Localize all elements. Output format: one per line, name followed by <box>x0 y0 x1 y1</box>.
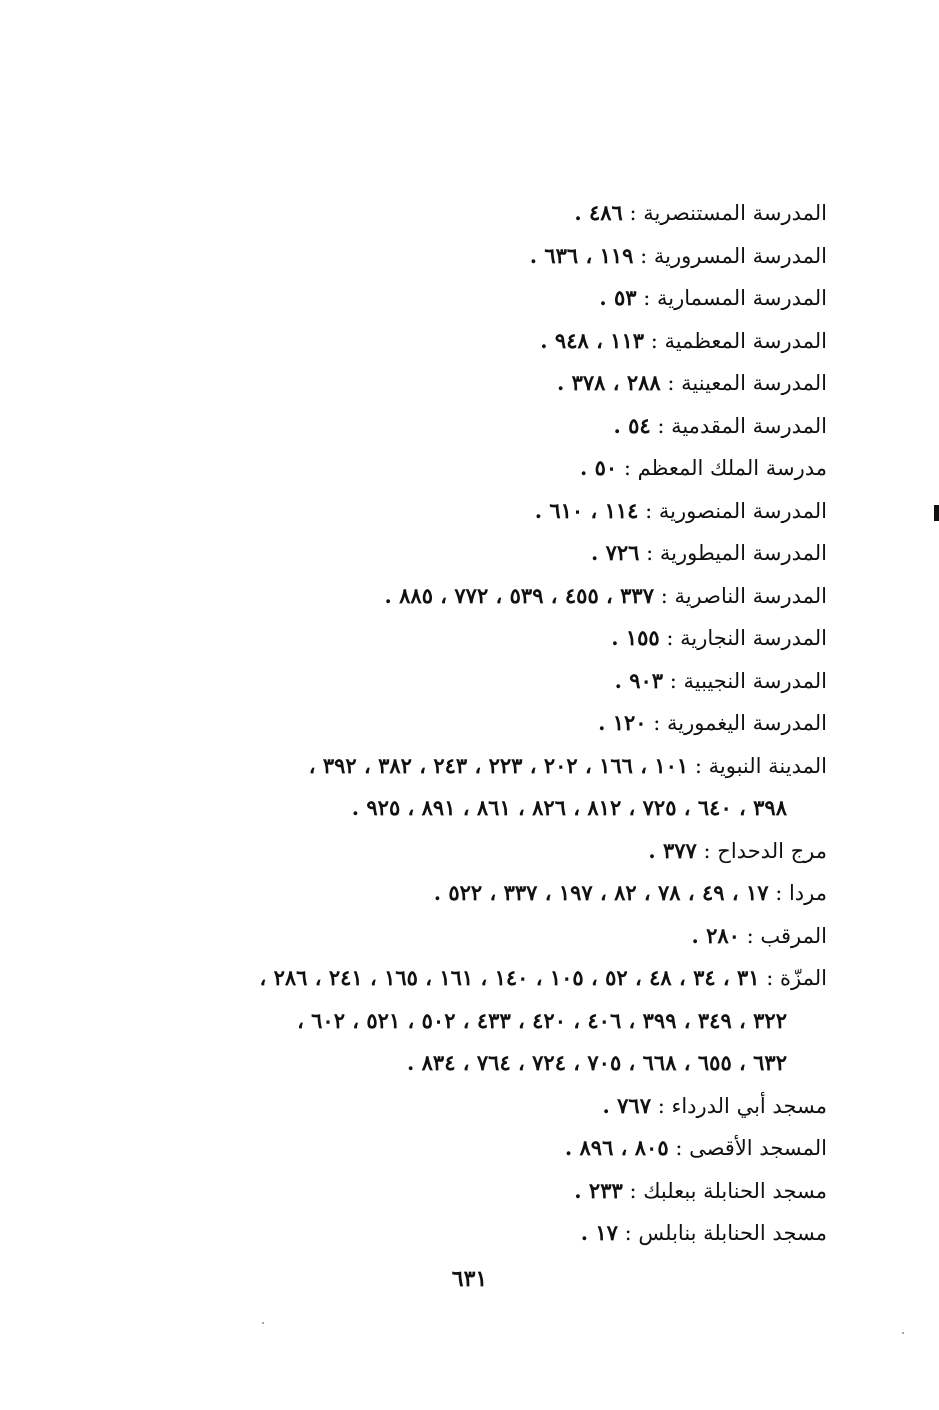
entry-name: المدرسة المعينية : <box>667 371 827 395</box>
entry-name: المدرسة الناصرية : <box>660 583 827 608</box>
index-entry <box>127 192 827 235</box>
entry-name: مسجد الحنابلة بنابلس : <box>624 1221 827 1245</box>
entry-pages: ١٧ . <box>580 1220 618 1245</box>
index-entry-continuation <box>127 1000 827 1043</box>
index-entry <box>127 490 827 533</box>
entry-pages: ٧٢٦ . <box>590 540 640 565</box>
entry-pages: ٥٠ . <box>580 455 618 480</box>
entry-name: المزّة : <box>766 966 827 990</box>
entry-pages: ٢٣٣ . <box>574 1177 623 1203</box>
entry-pages: ١١٤ ، ٦١٠ . <box>534 497 639 523</box>
entry-name: المدرسة المقدمية : <box>657 413 827 438</box>
index-entry <box>127 830 827 873</box>
entry-pages: ٣١ ، ٣٤ ، ٤٨ ، ٥٢ ، ١٠٥ ، ١٤٠ ، ١٦١ ، ١٦٥ ، ٢٤١ ، ٢٨٦ ، <box>259 965 760 990</box>
index-entry <box>127 915 827 958</box>
entry-name: المدرسة المسمارية : <box>643 286 827 310</box>
entry-pages: ٥٤ . <box>613 412 651 438</box>
index-entry <box>127 447 827 490</box>
margin-mark <box>934 505 939 521</box>
index-entry <box>127 745 827 788</box>
entry-pages: ٢٨٨ ، ٣٧٨ . <box>557 370 661 395</box>
entry-name: المدرسة المعظمية : <box>650 328 827 353</box>
entry-name: المدرسة النجيبية : <box>669 668 827 693</box>
entry-pages: ١٢٠ . <box>598 710 647 735</box>
entry-name: المدرسة المسرورية : <box>640 243 827 268</box>
index-entry <box>127 532 827 575</box>
index-entry <box>127 702 827 745</box>
entry-pages: ١٧ ، ٤٩ ، ٧٨ ، ٨٢ ، ١٩٧ ، ٣٣٧ ، ٥٢٢ . <box>433 880 769 905</box>
index-entry <box>127 1212 827 1255</box>
index-entry-continuation <box>127 787 827 830</box>
entry-pages: ٩٠٣ . <box>614 667 664 693</box>
entry-name: المدرسة الميطورية : <box>646 541 827 565</box>
index-entry <box>127 957 827 1000</box>
entry-pages: ١٠١ ، ١٦٦ ، ٢٠٢ ، ٢٢٣ ، ٢٤٣ ، ٣٨٢ ، ٣٩٢ ، <box>308 752 689 778</box>
entry-pages: ٣٩٨ ، ٦٤٠ ، ٧٢٥ ، ٨١٢ ، ٨٢٦ ، ٨٦١ ، ٨٩١ ، ٩٢٥ . <box>351 795 787 820</box>
page-number: ٦٣١ <box>451 1266 488 1292</box>
index-entry <box>127 575 827 618</box>
entry-name: المدرسة اليغمورية : <box>653 711 827 735</box>
entry-pages: ٨٠٥ ، ٨٩٦ . <box>564 1135 669 1160</box>
entry-name: مسجد الحنابلة ببعلبك : <box>629 1178 827 1203</box>
entry-pages: ١١٩ ، ٦٣٦ . <box>529 242 634 268</box>
index-entry-continuation <box>127 1042 827 1085</box>
index-entry <box>127 660 827 703</box>
scan-speck <box>902 1332 904 1334</box>
index-entry <box>127 617 827 660</box>
index-entry <box>127 1127 827 1170</box>
entry-name: المدينة النبوية : <box>694 753 827 778</box>
index-entry <box>127 1170 827 1213</box>
entry-name: مرج الدحداح : <box>703 838 827 863</box>
index-entry <box>127 235 827 278</box>
entry-pages: ٣٧٧ . <box>648 837 697 863</box>
entry-pages: ٧٦٧ . <box>602 1092 651 1118</box>
index-list <box>127 192 827 1255</box>
entry-pages: ٢٨٠ . <box>691 922 740 948</box>
entry-name: مسجد أبي الدرداء : <box>657 1093 827 1118</box>
index-entry <box>127 362 827 405</box>
entry-name: المدرسة المنصورية : <box>645 498 827 523</box>
entry-pages: ٣٣٧ ، ٤٥٥ ، ٥٣٩ ، ٧٧٢ ، ٨٨٥ . <box>384 582 654 608</box>
entry-pages: ٣٢٢ ، ٣٤٩ ، ٣٩٩ ، ٤٠٦ ، ٤٢٠ ، ٤٣٣ ، ٥٠٢ ، ٥٢١ ، ٦٠٢ ، <box>297 1007 787 1033</box>
scan-speck <box>262 1322 264 1324</box>
index-entry <box>127 872 827 915</box>
entry-name: المسجد الأقصى : <box>675 1136 827 1160</box>
entry-pages: ١٥٥ . <box>611 625 660 650</box>
entry-pages: ٥٣ . <box>599 285 637 310</box>
index-entry <box>127 320 827 363</box>
entry-name: المدرسة النجارية : <box>666 626 827 650</box>
entry-pages: ٤٨٦ . <box>574 200 623 225</box>
entry-name: المرقب : <box>746 923 827 948</box>
index-entry <box>127 405 827 448</box>
entry-name: المدرسة المستنصرية : <box>629 201 827 225</box>
entry-pages: ٦٣٢ ، ٦٥٥ ، ٦٦٨ ، ٧٠٥ ، ٧٢٤ ، ٧٦٤ ، ٨٣٤ . <box>407 1050 787 1075</box>
entry-pages: ١١٣ ، ٩٤٨ . <box>540 327 645 353</box>
index-entry <box>127 1085 827 1128</box>
entry-name: مدرسة الملك المعظم : <box>623 456 827 480</box>
entry-name: مردا : <box>775 881 827 905</box>
index-entry <box>127 277 827 320</box>
